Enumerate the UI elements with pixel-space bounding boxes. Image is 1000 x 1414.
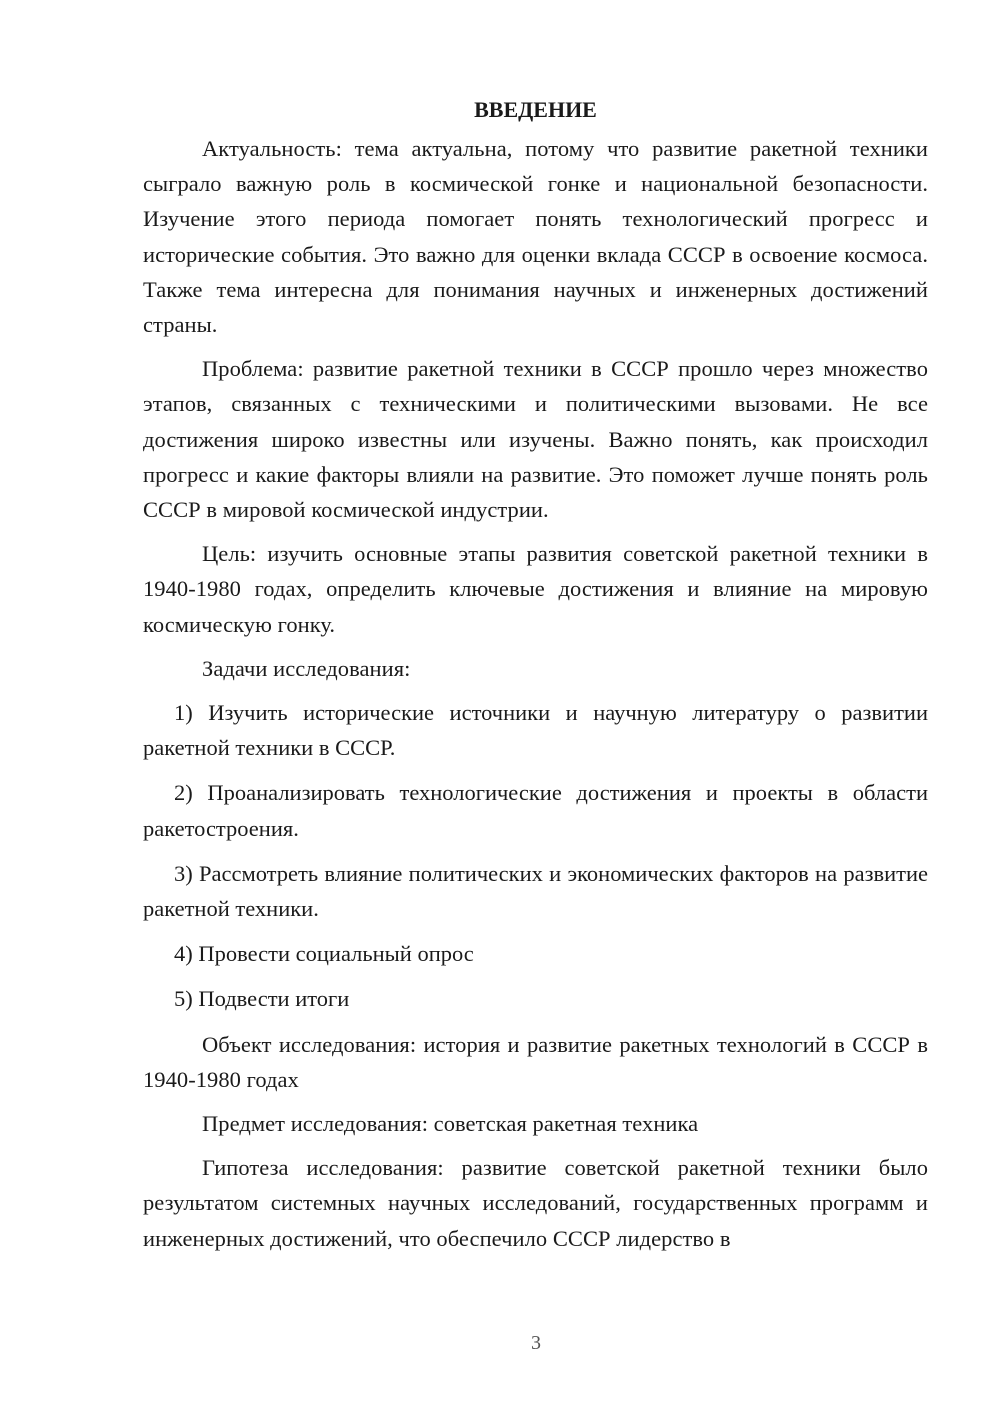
page-title: ВВЕДЕНИЕ [474,97,597,122]
tasks-list [143,695,928,1017]
list-item-task-1: 1) Изучить исторические источники и научную литературу о развитии ракетной техники в СССР. [143,700,928,761]
paragraph-goal: Цель: изучить основные этапы развития советской ракетной техники в 1940-1980 годах, определить ключевые достижения и влияние на мировую космическую гонку. [143,541,928,637]
list-item-task-4: 4) Провести социальный опрос [174,941,474,967]
paragraph-object: Объект исследования: история и развитие ракетных технологий в СССР в 1940-1980 годах [143,1031,928,1092]
tasks-heading: Задачи исследования: [202,655,411,681]
paragraph-hypothesis: Гипотеза исследования: развитие советской ракетной техники было результатом системных научных исследований, государственных программ и инженерных достижений, что обеспечило СССР лидерство в [143,1155,928,1251]
list-item-task-2: 2) Проанализировать технологические достижения и проекты в области ракетостроения. [143,780,928,841]
page-number: 3 [531,1332,541,1354]
list-item-task-3: 3) Рассмотреть влияние политических и экономических факторов на развитие ракетной техники. [143,860,928,922]
paragraph-problem: Проблема: развитие ракетной техники в СССР прошло через множество этапов, связанных с техническими и политическими вызовами. Не все достижения широко известны или изучены. Важно понять, как происходил прогресс и какие факторы влияли на развитие. Это поможет лучше понять роль СССР в мировой космической индустрии. [143,356,928,523]
list-item-task-5: 5) Подвести итоги [174,986,350,1012]
paragraph-subject: Предмет исследования: советская ракетная техника [202,1111,699,1137]
page-content [143,92,928,1265]
paragraph-relevance: Актуальность: тема актуальна, потому что развитие ракетной техники сыграло важную роль в космической гонке и национальной безопасности. Изучение этого периода помогает понять технологический прогресс и исторические события. Это важно для оценки вклада СССР в освоение космоса. Также тема интересна для понимания научных и инженерных достижений страны. [143,136,928,338]
